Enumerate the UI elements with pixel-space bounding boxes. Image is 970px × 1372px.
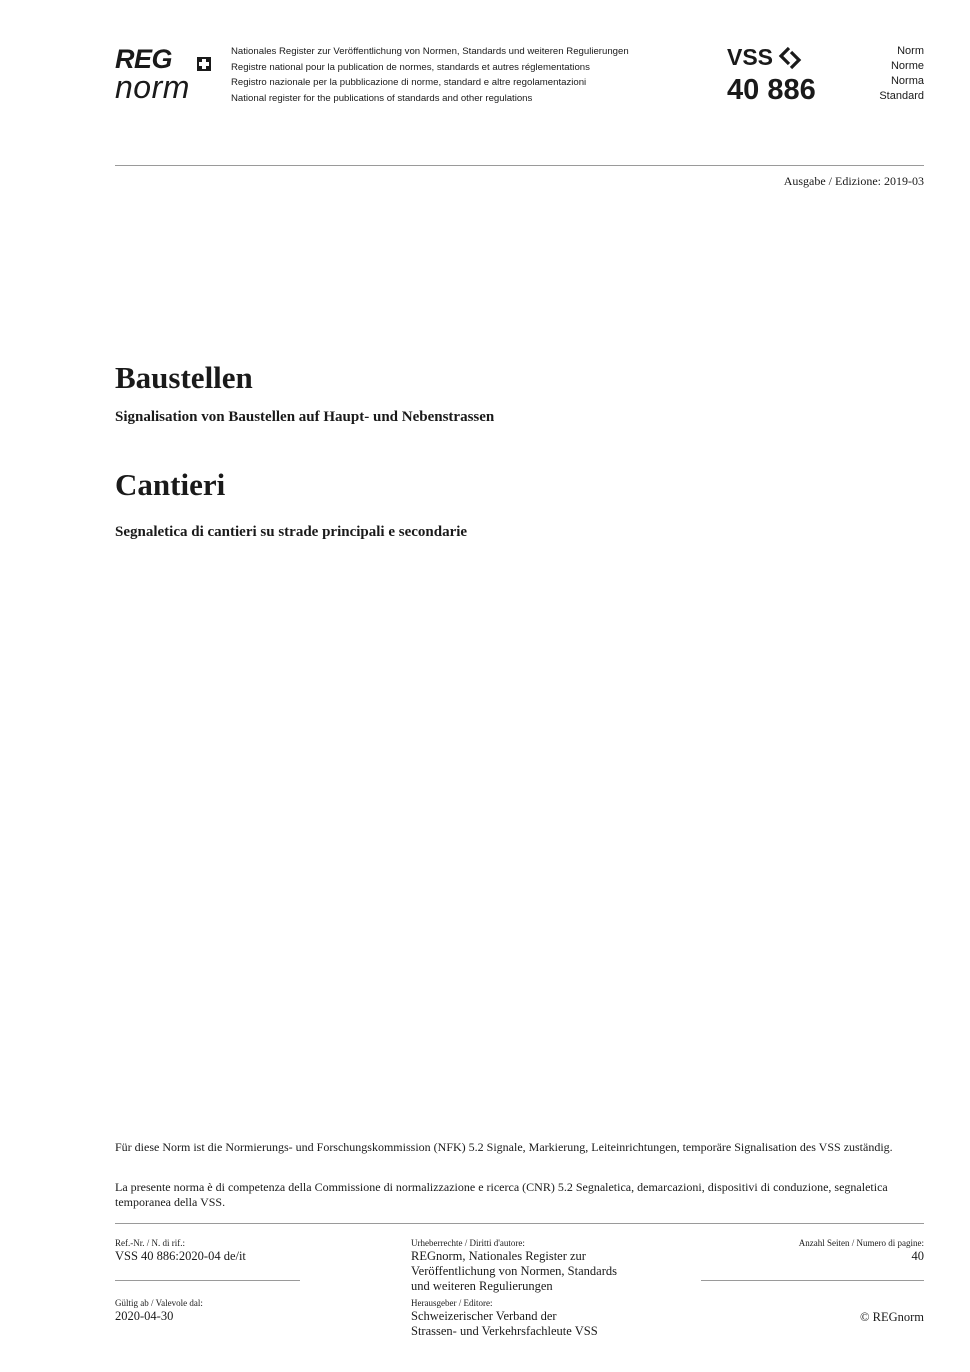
reference-value: VSS 40 886:2020-04 de/it	[115, 1249, 246, 1263]
register-line-fr: Registre national pour la publication de normes, standards et autres réglementations	[231, 61, 590, 73]
norm-type-labels	[879, 44, 924, 104]
responsibility-german: Für diese Norm ist die Normierungs- und Forschungskommission (NFK) 5.2 Signale, Markierung, Leiteinrichtungen, temporäre Signalisation des VSS zuständig.	[115, 1140, 893, 1154]
logo-reg-text: REG	[115, 44, 173, 74]
vss-arrows-icon	[777, 46, 803, 70]
responsibility-italian: La presente norma è di competenza della Commissione di normalizzazione e ricerca (CNR) 5.2 Segnaletica, demarcazioni, dispositivi di conduzione, segnaletica temporanea della VSS.	[115, 1180, 888, 1209]
page-count-divider	[701, 1280, 924, 1281]
logo-norm-text: norm	[115, 69, 190, 105]
copyright-line: REGnorm, Nationales Register zur	[411, 1249, 586, 1263]
copyright-block	[411, 1238, 661, 1294]
reference-number-block	[115, 1238, 300, 1264]
header-divider	[115, 165, 924, 166]
valid-from-block	[115, 1298, 300, 1324]
page-count-value: 40	[911, 1249, 924, 1263]
publisher-line: Schweizerischer Verband der	[411, 1309, 557, 1323]
publisher-line: Strassen- und Verkehrsfachleute VSS	[411, 1324, 598, 1338]
page-count-block	[701, 1238, 924, 1264]
vss-logo-text: VSS	[727, 44, 774, 70]
copyright-line: Veröffentlichung von Normen, Standards	[411, 1264, 617, 1278]
copyright-label: Urheberrechte / Diritti d'autore:	[411, 1238, 525, 1248]
title-german: Baustellen	[115, 360, 253, 395]
subtitle-italian: Segnaletica di cantieri su strade principali e secondarie	[115, 524, 468, 540]
regnorm-logo	[115, 44, 215, 104]
valid-from-value: 2020-04-30	[115, 1309, 174, 1323]
publisher-block	[411, 1298, 661, 1339]
page-count-label: Anzahl Seiten / Numero di pagine:	[798, 1238, 924, 1248]
publisher-label: Herausgeber / Editore:	[411, 1298, 493, 1308]
swiss-cross-icon	[197, 57, 211, 71]
copyright-mark: © REGnorm	[859, 1310, 924, 1324]
footer-divider	[115, 1223, 924, 1224]
standard-number: 40 886	[727, 74, 816, 106]
register-line-it: Registro nazionale per la pubblicazione di norme, standard e altre regolamentazioni	[231, 77, 587, 88]
reference-divider	[115, 1280, 300, 1281]
reference-label: Ref.-Nr. / N. di rif.:	[115, 1238, 185, 1248]
register-line-de: Nationales Register zur Veröffentlichung von Normen, Standards und weiteren Regulierungen	[231, 46, 629, 57]
title-italian: Cantieri	[115, 467, 226, 502]
vss-logo	[727, 44, 837, 106]
subtitle-german: Signalisation von Baustellen auf Haupt- und Nebenstrassen	[115, 409, 495, 425]
register-line-en: National register for the publications of standards and other regulations	[231, 92, 533, 104]
norm-label-de: Norm	[897, 45, 924, 57]
valid-from-label: Gültig ab / Valevole dal:	[115, 1298, 203, 1308]
register-description	[231, 44, 629, 106]
copyright-line: und weiteren Regulierungen	[411, 1279, 553, 1293]
norm-label-en: Standard	[879, 90, 924, 102]
norm-label-fr: Norme	[890, 60, 924, 72]
edition-date: Ausgabe / Edizione: 2019-03	[783, 174, 924, 188]
norm-label-it: Norma	[890, 75, 924, 87]
